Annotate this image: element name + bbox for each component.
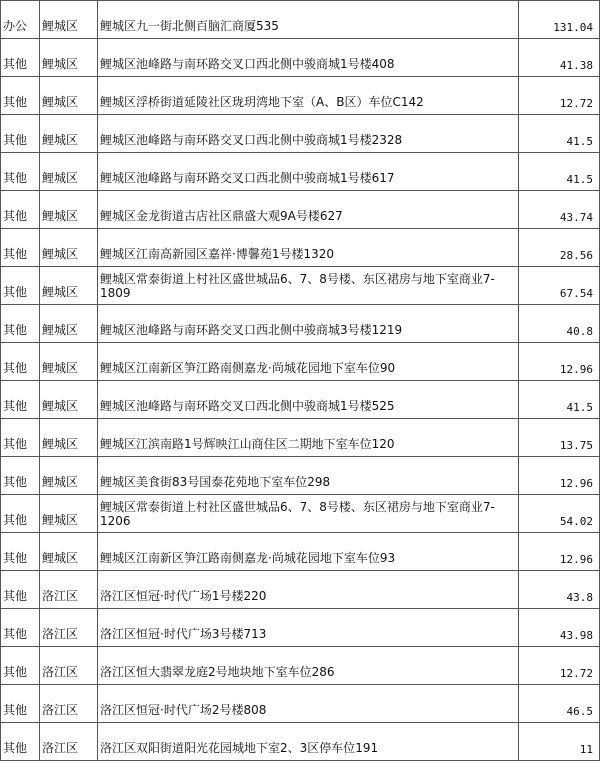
- address-cell: 鲤城区池峰路与南环路交叉口西北侧中骏商城1号楼617: [98, 153, 519, 191]
- table-row: [1, 533, 600, 571]
- table-row: [1, 723, 600, 761]
- address-cell: 洛江区双阳街道阳光花园城地下室2、3区停车位191: [98, 723, 519, 761]
- district-cell: 鲤城区: [40, 1, 98, 39]
- table-row: [1, 381, 600, 419]
- district-cell: 洛江区: [40, 571, 98, 609]
- district-cell: 鲤城区: [40, 229, 98, 267]
- table-row: [1, 267, 600, 305]
- address-cell: 鲤城区常泰街道上村社区盛世城品6、7、8号楼、东区裙房与地下室商业7-1206: [98, 495, 519, 533]
- district-cell: 洛江区: [40, 609, 98, 647]
- table-row: [1, 39, 600, 77]
- area-cell: 46.5: [519, 685, 600, 723]
- type-cell: 其他: [1, 419, 40, 457]
- address-cell: 鲤城区金龙街道古店社区鼎盛大观9A号楼627: [98, 191, 519, 229]
- type-cell: 办公: [1, 1, 40, 39]
- table-row: [1, 495, 600, 533]
- area-cell: 12.96: [519, 457, 600, 495]
- type-cell: 其他: [1, 381, 40, 419]
- area-cell: 12.96: [519, 343, 600, 381]
- address-cell: 鲤城区池峰路与南环路交叉口西北侧中骏商城3号楼1219: [98, 305, 519, 343]
- address-cell: 鲤城区池峰路与南环路交叉口西北侧中骏商城1号楼2328: [98, 115, 519, 153]
- type-cell: 其他: [1, 457, 40, 495]
- area-cell: 40.8: [519, 305, 600, 343]
- table-row: [1, 609, 600, 647]
- address-cell: 鲤城区池峰路与南环路交叉口西北侧中骏商城1号楼525: [98, 381, 519, 419]
- district-cell: 鲤城区: [40, 153, 98, 191]
- district-cell: 鲤城区: [40, 381, 98, 419]
- address-cell: 鲤城区江滨南路1号辉映江山商住区二期地下室车位120: [98, 419, 519, 457]
- table-row: [1, 419, 600, 457]
- area-cell: 43.98: [519, 609, 600, 647]
- address-cell: 洛江区恒大翡翠龙庭2号地块地下室车位286: [98, 647, 519, 685]
- area-cell: 28.56: [519, 229, 600, 267]
- type-cell: 其他: [1, 647, 40, 685]
- district-cell: 洛江区: [40, 723, 98, 761]
- type-cell: 其他: [1, 77, 40, 115]
- address-cell: 洛江区恒冠·时代广场3号楼713: [98, 609, 519, 647]
- district-cell: 鲤城区: [40, 39, 98, 77]
- table-row: [1, 115, 600, 153]
- type-cell: 其他: [1, 723, 40, 761]
- district-cell: 鲤城区: [40, 495, 98, 533]
- type-cell: 其他: [1, 115, 40, 153]
- type-cell: 其他: [1, 305, 40, 343]
- table-row: [1, 305, 600, 343]
- table-row: [1, 343, 600, 381]
- address-cell: 鲤城区江南新区笋江路南侧嘉龙·尚城花园地下室车位93: [98, 533, 519, 571]
- address-cell: 鲤城区池峰路与南环路交叉口西北侧中骏商城1号楼408: [98, 39, 519, 77]
- district-cell: 鲤城区: [40, 77, 98, 115]
- district-cell: 鲤城区: [40, 267, 98, 305]
- type-cell: 其他: [1, 343, 40, 381]
- type-cell: 其他: [1, 685, 40, 723]
- property-table-body: [1, 1, 600, 761]
- district-cell: 鲤城区: [40, 191, 98, 229]
- area-cell: 12.96: [519, 533, 600, 571]
- area-cell: 13.75: [519, 419, 600, 457]
- type-cell: 其他: [1, 609, 40, 647]
- area-cell: 131.04: [519, 1, 600, 39]
- table-row: [1, 191, 600, 229]
- table-row: [1, 77, 600, 115]
- area-cell: 43.8: [519, 571, 600, 609]
- address-cell: 鲤城区江南新区笋江路南侧嘉龙·尚城花园地下室车位90: [98, 343, 519, 381]
- area-cell: 41.38: [519, 39, 600, 77]
- district-cell: 鲤城区: [40, 533, 98, 571]
- area-cell: 12.72: [519, 647, 600, 685]
- table-row: [1, 647, 600, 685]
- district-cell: 鲤城区: [40, 115, 98, 153]
- district-cell: 鲤城区: [40, 457, 98, 495]
- area-cell: 43.74: [519, 191, 600, 229]
- type-cell: 其他: [1, 267, 40, 305]
- address-cell: 鲤城区江南高新园区嘉祥·博馨苑1号楼1320: [98, 229, 519, 267]
- address-cell: 鲤城区九一街北侧百脑汇商厦535: [98, 1, 519, 39]
- table-row: [1, 685, 600, 723]
- address-cell: 洛江区恒冠·时代广场1号楼220: [98, 571, 519, 609]
- table-row: [1, 571, 600, 609]
- area-cell: 67.54: [519, 267, 600, 305]
- address-cell: 鲤城区美食街83号国泰花苑地下室车位298: [98, 457, 519, 495]
- district-cell: 鲤城区: [40, 305, 98, 343]
- area-cell: 41.5: [519, 381, 600, 419]
- type-cell: 其他: [1, 495, 40, 533]
- type-cell: 其他: [1, 39, 40, 77]
- address-cell: 鲤城区浮桥街道延陵社区珑玥湾地下室（A、B区）车位C142: [98, 77, 519, 115]
- table-row: [1, 153, 600, 191]
- type-cell: 其他: [1, 533, 40, 571]
- address-cell: 洛江区恒冠·时代广场2号楼808: [98, 685, 519, 723]
- type-cell: 其他: [1, 229, 40, 267]
- district-cell: 洛江区: [40, 685, 98, 723]
- table-row: [1, 457, 600, 495]
- type-cell: 其他: [1, 191, 40, 229]
- area-cell: 54.02: [519, 495, 600, 533]
- district-cell: 鲤城区: [40, 343, 98, 381]
- type-cell: 其他: [1, 571, 40, 609]
- district-cell: 鲤城区: [40, 419, 98, 457]
- table-row: [1, 1, 600, 39]
- area-cell: 41.5: [519, 115, 600, 153]
- area-cell: 11: [519, 723, 600, 761]
- address-cell: 鲤城区常泰街道上村社区盛世城品6、7、8号楼、东区裙房与地下室商业7-1809: [98, 267, 519, 305]
- table-row: [1, 229, 600, 267]
- area-cell: 41.5: [519, 153, 600, 191]
- district-cell: 洛江区: [40, 647, 98, 685]
- area-cell: 12.72: [519, 77, 600, 115]
- type-cell: 其他: [1, 153, 40, 191]
